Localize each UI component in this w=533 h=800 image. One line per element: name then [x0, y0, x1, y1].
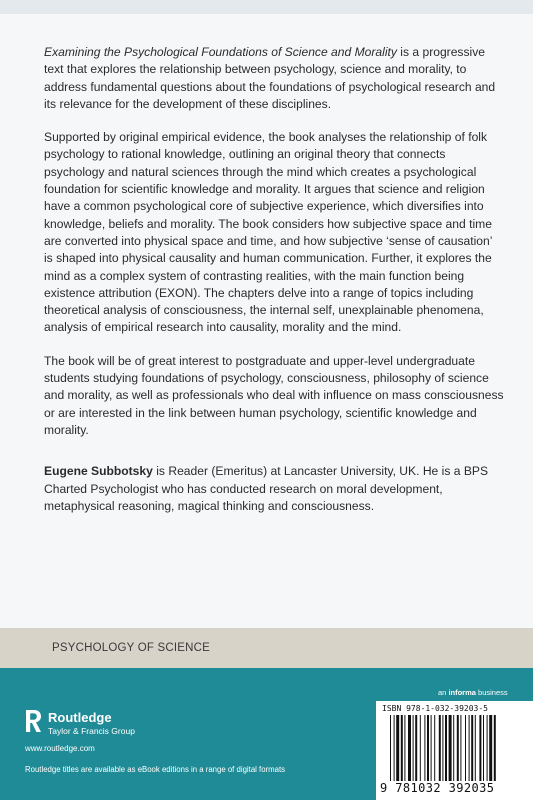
- informa-word: informa: [448, 688, 476, 697]
- barcode-bar: [434, 715, 435, 781]
- barcode-bar: [439, 715, 441, 781]
- isbn-text: ISBN 978-1-032-39203-5: [382, 704, 488, 713]
- barcode-bar: [445, 715, 447, 781]
- description-paragraph-3: The book will be of great interest to postgraduate and upper-level undergraduate students studying foundations of psychology, consciousness, philosophy of science and morality, as well as professionals who deal with influence on mass consciousness or are interested in the link between human psychology, scientific knowledge and morality.: [44, 353, 504, 437]
- category-band: [0, 628, 533, 668]
- routledge-logo-icon: [25, 708, 43, 739]
- informa-prefix: an: [438, 688, 449, 697]
- barcode-bar: [479, 715, 481, 781]
- publisher-band: [0, 668, 533, 800]
- barcode-bar: [424, 715, 425, 781]
- barcode-bar: [460, 715, 461, 781]
- barcode-bar: [489, 715, 492, 781]
- description-paragraph-1: [44, 44, 504, 113]
- barcode-bar: [469, 715, 470, 781]
- barcode-bar: [413, 715, 414, 781]
- barcode-bar: [457, 715, 459, 781]
- author-name: Eugene Subbotsky: [44, 464, 153, 479]
- description-paragraph-1-text: is a progressive text that explores the relationship between psychology, science and morality, to address fundamental questions about the foundations of psychological research and its relevance for the development of these disciplines.: [44, 45, 496, 111]
- barcode-bar: [475, 715, 476, 781]
- barcode-bar: [465, 715, 466, 781]
- barcode-bars: [390, 715, 525, 781]
- publisher-brand: [48, 710, 135, 736]
- barcode-bar: [471, 715, 473, 781]
- ean-number: 9 781032 392035: [380, 781, 495, 795]
- barcode-bar: [404, 715, 405, 781]
- barcode-bar: [487, 715, 488, 781]
- publisher-url[interactable]: www.routledge.com: [25, 744, 95, 753]
- description-paragraph-2: Supported by original empirical evidence, the book analyses the relationship of folk psychology to rational knowledge, outlining an original theory that connects psychology and natural sciences through the mind which creates a psychological foundation for scientific knowledge and morality. It argues that science and religion have a common psychological core of subjective experience, which diversifies into knowledge, beliefs and morality. The book considers how subjective space and time are converted into physical space and time, and how subjective ‘sense of causation’ is shaped into physical causality and human communication. Further, it explores the mind as a complex system of contrasting realities, with the main function being existence attribution (EXON). The chapters delve into a range of topics including theoretical analysis of consciousness, the internal self, unexplainable phenomena, analysis of empirical research into causality, morality and the mind.: [44, 130, 492, 335]
- barcode-bar: [390, 715, 391, 781]
- barcode-bar: [453, 715, 454, 781]
- barcode-bar: [431, 715, 432, 781]
- barcode-bar: [401, 715, 403, 781]
- informa-business: [438, 688, 508, 697]
- subject-category: PSYCHOLOGY OF SCIENCE: [52, 642, 210, 654]
- barcode-bar: [449, 715, 452, 781]
- barcode-bar: [420, 715, 421, 781]
- publisher-name: Routledge: [48, 710, 112, 725]
- informa-suffix: business: [475, 688, 508, 697]
- barcode-bar: [396, 715, 399, 781]
- barcode-bar: [394, 715, 395, 781]
- publisher-group: Taylor & Francis Group: [48, 726, 135, 736]
- barcode-bar: [483, 715, 484, 781]
- barcode-bar: [415, 715, 417, 781]
- book-title: Examining the Psychological Foundations of Science and Morality: [44, 45, 397, 59]
- barcode: [376, 701, 533, 800]
- top-strip: [0, 0, 533, 14]
- barcode-bar: [442, 715, 443, 781]
- author-bio-text: is Reader (Emeritus) at Lancaster University, UK. He is a BPS Charted Psychologist who has conducted research on moral development, metaphysical reasoning, magical thinking and consciousness.: [44, 464, 489, 513]
- barcode-bar: [494, 715, 496, 781]
- barcode-bar: [427, 715, 429, 781]
- ebook-note: Routledge titles are available as eBook editions in a range of digital formats: [25, 765, 286, 774]
- author-bio: [44, 463, 504, 515]
- barcode-bar: [408, 715, 411, 781]
- back-cover-description: [44, 44, 504, 531]
